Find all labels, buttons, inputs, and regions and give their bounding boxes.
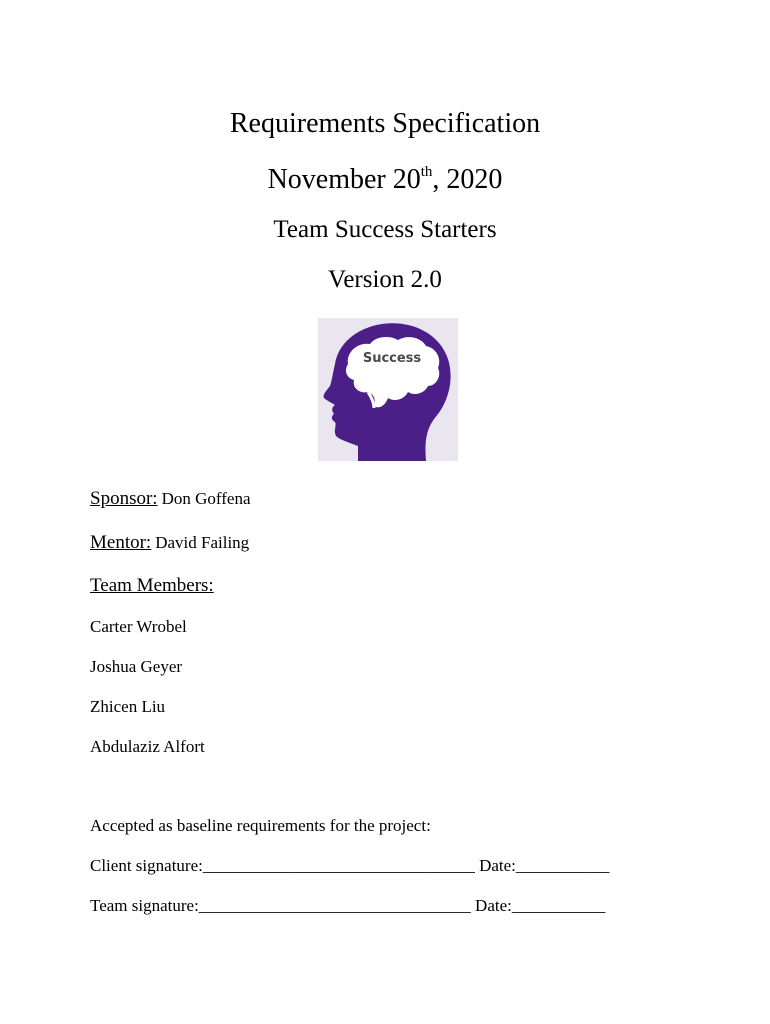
client-signature-line: Client signature:________________________________ Date:___________ (90, 856, 610, 875)
document-date (0, 164, 770, 196)
team-member: Joshua Geyer (90, 657, 183, 676)
acceptance-statement: Accepted as baseline requirements for the project: (90, 816, 431, 835)
sponsor-line (90, 488, 251, 510)
sponsor-label: Sponsor: (90, 488, 158, 509)
team-members-label: Team Members: (90, 575, 214, 596)
team-name: Team Success Starters (273, 216, 497, 243)
date-ordinal: th (420, 163, 433, 180)
team-members-heading (90, 575, 214, 597)
team-signature-line: Team signature:________________________________ Date:___________ (90, 896, 606, 915)
date-prefix: November 20 (267, 164, 421, 195)
logo-text: Success (362, 351, 422, 366)
document-version: Version 2.0 (328, 266, 442, 293)
head-brain-icon (318, 318, 458, 461)
sponsor-name: Don Goffena (161, 489, 251, 508)
mentor-line (90, 532, 249, 554)
date-suffix: , 2020 (432, 164, 503, 195)
mentor-label: Mentor: (90, 532, 152, 553)
team-member: Zhicen Liu (90, 697, 166, 716)
team-member: Abdulaziz Alfort (90, 737, 205, 756)
document-title: Requirements Specification (229, 108, 541, 139)
team-member: Carter Wrobel (90, 617, 187, 636)
mentor-name: David Failing (155, 533, 250, 552)
